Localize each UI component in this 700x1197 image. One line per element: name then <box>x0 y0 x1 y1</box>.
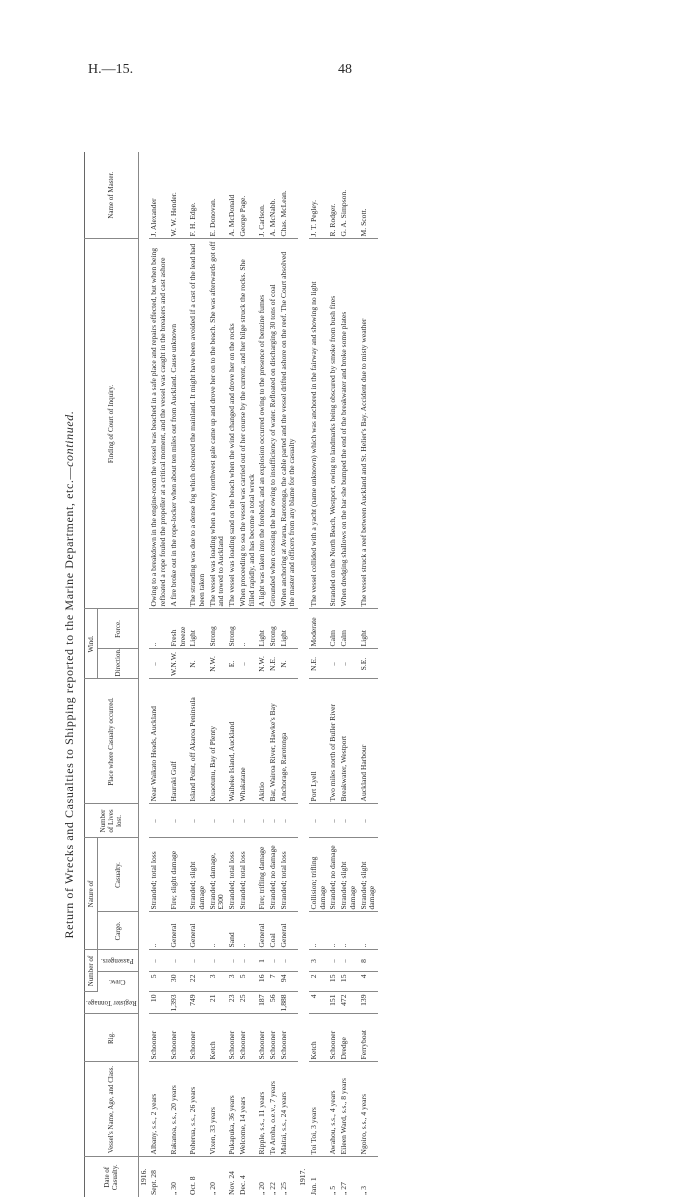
header-nature-of: Nature of <box>85 838 98 950</box>
cell-wind-force: Strong <box>268 609 279 649</box>
cell-crew: 22 <box>188 972 207 992</box>
cell-lives-lost: .. <box>279 804 298 838</box>
header-number-of: Number of <box>85 950 98 992</box>
header-place: Place where Casualty occurred. <box>85 679 139 804</box>
cell-cargo: .. <box>328 912 339 950</box>
header-direction: Direction. <box>97 649 138 679</box>
cell-place: Two miles north of Buller River <box>328 679 339 804</box>
cell-wind-force: Light <box>188 609 207 649</box>
cell-passengers: .. <box>279 950 298 972</box>
cell-wind-direction: N. <box>279 649 298 679</box>
cell-passengers: .. <box>169 950 188 972</box>
cell-finding: When anchoring at Avarua, Rarotonga, the cable parted and the vessel drifted ashore on the reef. The Court absolved the master and officers from any blame for the casualty <box>279 239 298 609</box>
cell-cargo: .. <box>149 912 168 950</box>
cell-finding: A light was taken into the forehold, and an explosion occurred owing to the presence of benzine fumes <box>257 239 268 609</box>
cell-rig: Schooner <box>169 1014 188 1062</box>
cell-date: „ 22 <box>268 1182 278 1195</box>
cell-wind-direction: N. <box>188 649 207 679</box>
cell-tonnage: 21 <box>208 992 227 1014</box>
cell-tonnage: 187 <box>257 992 268 1014</box>
cell-tonnage: 56 <box>268 992 279 1014</box>
table-row <box>359 152 378 1197</box>
cell-crew: 15 <box>339 972 358 992</box>
cell-finding: The stranding was due to a dense fog which obscured the mainland. It might have been avoided if a cast of the lead had been taken <box>188 239 207 609</box>
cell-place: Auckland Harbour <box>359 679 378 804</box>
cell-vessel: Eileen Ward, s.s., 8 years <box>339 1062 358 1157</box>
cell-lives-lost: .. <box>169 804 188 838</box>
cell-master: A. McDonald <box>227 152 238 239</box>
cell-lives-lost: .. <box>309 804 328 838</box>
cell-date: Nov. 24 <box>227 1171 237 1195</box>
rotated-table-page <box>62 152 637 1197</box>
cell-casualty: Stranded; slight damage <box>359 838 378 912</box>
cell-tonnage: 472 <box>339 992 358 1014</box>
cell-finding: Stranded on the North Beach, Westport, owing to landmarks being obscured by smoke from bush fires <box>328 239 339 609</box>
cell-wind-direction: W.N.W. <box>169 649 188 679</box>
year-row-1917 <box>298 152 309 1197</box>
cell-passengers: .. <box>208 950 227 972</box>
cell-place: Anchorage, Rarotonga <box>279 679 298 804</box>
cell-date: „ 20 <box>207 1182 217 1195</box>
cell-tonnage: 1,393 <box>169 992 188 1014</box>
cell-master: W. W. Hender. <box>169 152 188 239</box>
cell-crew: 3 <box>208 972 227 992</box>
cell-date: „ 25 <box>278 1182 288 1195</box>
table-row <box>268 152 279 1197</box>
cell-wind-direction: N.E. <box>309 649 328 679</box>
cell-wind-direction: .. <box>328 649 339 679</box>
cell-wind-force: Strong <box>208 609 227 649</box>
cell-rig: Schooner <box>149 1014 168 1062</box>
cell-passengers: .. <box>238 950 257 972</box>
table-row <box>339 152 358 1197</box>
cell-vessel: Albany, s.s., 2 years <box>149 1062 168 1157</box>
cell-rig: Ketch <box>309 1014 328 1062</box>
page-number: 48 <box>338 62 352 77</box>
cell-place: Akitio <box>257 679 268 804</box>
cell-vessel: Te Aroha, o.e.v., 7 years <box>268 1062 279 1157</box>
cell-crew: 3 <box>227 972 238 992</box>
cell-date: „ 5 <box>328 1185 338 1195</box>
cell-tonnage: 1,888 <box>279 992 298 1014</box>
cell-vessel: Vixen, 33 years <box>208 1062 227 1157</box>
cell-rig: Schooner <box>279 1014 298 1062</box>
cell-place: Port Lyell <box>309 679 328 804</box>
cell-lives-lost: .. <box>257 804 268 838</box>
cell-finding: The vessel was loading sand on the beach when the wind changed and drove her on the rocks <box>227 239 238 609</box>
cell-wind-force: Fresh breeze <box>169 609 188 649</box>
cell-cargo: .. <box>208 912 227 950</box>
table-row <box>188 152 207 1197</box>
cell-wind-direction: N.W. <box>208 649 227 679</box>
year-1916: 1916. <box>138 1168 148 1186</box>
cell-finding: When dredging shallows on the bar she bumped the end of the breakwater and broke some plates <box>339 239 358 609</box>
cell-rig: Ferryboat <box>359 1014 378 1062</box>
cell-casualty: Collision; trifling damage <box>309 838 328 912</box>
year-row-1916 <box>138 152 149 1197</box>
cell-master: R. Rodger. <box>328 152 339 239</box>
cell-passengers: .. <box>339 950 358 972</box>
wrecks-casualties-table <box>84 152 378 1197</box>
cell-date: „ 27 <box>339 1182 349 1195</box>
header-casualty: Casualty. <box>97 838 138 912</box>
cell-vessel: Welcome, 14 years <box>238 1062 257 1157</box>
cell-date: Sept. 28 <box>149 1170 159 1195</box>
cell-passengers: .. <box>328 950 339 972</box>
header-rig: Rig. <box>85 1014 139 1062</box>
cell-cargo: Coal <box>268 912 279 950</box>
header-cargo: Cargo. <box>97 912 138 950</box>
table-row <box>149 152 168 1197</box>
cell-rig: Schooner <box>188 1014 207 1062</box>
cell-casualty: Stranded; slight damage <box>188 838 207 912</box>
cell-rig: Ketch <box>208 1014 227 1062</box>
document-reference: H.—15. <box>88 62 134 77</box>
header-finding: Finding of Court of Inquiry. <box>85 239 139 609</box>
cell-cargo: .. <box>238 912 257 950</box>
cell-master: A. McNabb. <box>268 152 279 239</box>
cell-wind-force: .. <box>238 609 257 649</box>
cell-vessel: Ripple, s.s., 11 years <box>257 1062 268 1157</box>
cell-tonnage: 139 <box>359 992 378 1014</box>
cell-wind-force: Light <box>359 609 378 649</box>
cell-master: J. Alexander <box>149 152 168 239</box>
cell-lives-lost: .. <box>208 804 227 838</box>
cell-finding: A fire broke out in the rope-locker when about ten miles out from Auckland. Cause unknown <box>169 239 188 609</box>
cell-crew: 5 <box>238 972 257 992</box>
cell-place: Near Waikato Heads, Auckland <box>149 679 168 804</box>
cell-passengers: .. <box>227 950 238 972</box>
table-title <box>62 152 77 1197</box>
cell-tonnage: 151 <box>328 992 339 1014</box>
cell-wind-direction: .. <box>149 649 168 679</box>
cell-tonnage: 4 <box>309 992 328 1014</box>
cell-wind-direction: N.E. <box>268 649 279 679</box>
cell-crew: 16 <box>257 972 268 992</box>
cell-lives-lost: .. <box>227 804 238 838</box>
cell-vessel: Ngoiro, s.s., 4 years <box>359 1062 378 1157</box>
year-1917: 1917. <box>298 1168 308 1186</box>
cell-cargo: .. <box>309 912 328 950</box>
cell-cargo: .. <box>339 912 358 950</box>
table-title-text: Return of Wrecks and Casualties to Shipping reported to the Marine Department, etc.— <box>62 466 76 939</box>
cell-lives-lost: .. <box>359 804 378 838</box>
cell-passengers: 3 <box>309 950 328 972</box>
cell-rig: Schooner <box>328 1014 339 1062</box>
cell-crew: 30 <box>169 972 188 992</box>
cell-cargo: Sand <box>227 912 238 950</box>
cell-passengers: .. <box>188 950 207 972</box>
cell-tonnage: 25 <box>238 992 257 1014</box>
cell-finding: The vessel was loading when a heavy northwest gale came up and drove her on to the beach. She was afterwards got off and towed to Auckland <box>208 239 227 609</box>
cell-casualty: Stranded; total loss <box>227 838 238 912</box>
cell-casualty: Stranded; slight damage <box>339 838 358 912</box>
cell-vessel: Awahou, s.s., 4 years <box>328 1062 339 1157</box>
cell-finding: When proceeding to sea the vessel was carried out of her course by the current, and her bilge struck the rocks. She filled rapidly, and has become a total wreck <box>238 239 257 609</box>
cell-finding: The vessel struck a reef between Auckland and St. Helier's Bay. Accident due to misty weather <box>359 239 378 609</box>
cell-lives-lost: .. <box>188 804 207 838</box>
cell-rig: Schooner <box>257 1014 268 1062</box>
table-row <box>238 152 257 1197</box>
cell-crew: 4 <box>359 972 378 992</box>
cell-casualty: Fire; trifling damage <box>257 838 268 912</box>
cell-cargo: General <box>257 912 268 950</box>
header-date: Date of Casualty. <box>85 1157 139 1197</box>
table-row <box>328 152 339 1197</box>
cell-passengers: 8 <box>359 950 378 972</box>
header-master: Name of Master. <box>85 152 139 239</box>
header-vessel: Vessel's Name, Age, and Class. <box>85 1062 139 1157</box>
cell-casualty: Stranded; damage, £300 <box>208 838 227 912</box>
header-lives-lost: Number of Lives lost. <box>85 804 139 838</box>
cell-cargo: .. <box>359 912 378 950</box>
header-crew: Crew. <box>97 972 138 992</box>
cell-wind-direction: .. <box>339 649 358 679</box>
cell-date: Oct. 8 <box>188 1176 198 1195</box>
cell-date: „ 3 <box>358 1185 368 1195</box>
cell-wind-direction: S.E. <box>359 649 378 679</box>
cell-casualty: Stranded; no damage <box>268 838 279 912</box>
cell-passengers: 1 <box>257 950 268 972</box>
cell-finding: Owing to a breakdown in the engine-room the vessel was beached in a safe place and repairs effected, but when being refloated a rope fouled the propeller at a critical moment, and the vessel was caught in the breakers and cast ashore <box>149 239 168 609</box>
cell-vessel: Rakanoa, s.s., 20 years <box>169 1062 188 1157</box>
header-passengers: Passengers. <box>97 950 138 972</box>
table-title-continued: continued. <box>62 410 76 467</box>
cell-master: M. Scott. <box>359 152 378 239</box>
cell-date: Dec. 4 <box>237 1175 247 1195</box>
cell-crew: 5 <box>149 972 168 992</box>
cell-place: Hauraki Gulf <box>169 679 188 804</box>
cell-wind-force: .. <box>149 609 168 649</box>
cell-casualty: Stranded; no damage <box>328 838 339 912</box>
cell-cargo: General <box>169 912 188 950</box>
cell-place: Island Point, off Akaroa Peninsula <box>188 679 207 804</box>
table-row <box>279 152 298 1197</box>
cell-wind-direction: .. <box>238 649 257 679</box>
cell-master: G. A. Simpson. <box>339 152 358 239</box>
cell-date: Jan. 1 <box>308 1177 318 1195</box>
cell-crew: 94 <box>279 972 298 992</box>
cell-passengers: .. <box>149 950 168 972</box>
cell-rig: Schooner <box>268 1014 279 1062</box>
cell-cargo: General <box>188 912 207 950</box>
cell-master: E. Donovan. <box>208 152 227 239</box>
cell-place: Whakatane <box>238 679 257 804</box>
cell-lives-lost: .. <box>339 804 358 838</box>
cell-tonnage: 749 <box>188 992 207 1014</box>
table-row <box>169 152 188 1197</box>
cell-casualty: Fire; slight damage <box>169 838 188 912</box>
cell-crew: 7 <box>268 972 279 992</box>
cell-rig: Dredge <box>339 1014 358 1062</box>
cell-date: „ 20 <box>257 1182 267 1195</box>
cell-date: „ 30 <box>168 1182 178 1195</box>
cell-wind-direction: E. <box>227 649 238 679</box>
cell-rig: Schooner <box>238 1014 257 1062</box>
header-force: Force. <box>97 609 138 649</box>
cell-master: J. T. Pegley. <box>309 152 328 239</box>
cell-vessel: Pukapuka, 36 years <box>227 1062 238 1157</box>
cell-wind-direction: N.W. <box>257 649 268 679</box>
cell-lives-lost: .. <box>149 804 168 838</box>
cell-finding: The vessel collided with a yacht (name unknown) which was anchored in the fairway and showing no light <box>309 239 328 609</box>
cell-place: Bar, Wairoa River, Hawke's Bay <box>268 679 279 804</box>
cell-wind-force: Light <box>279 609 298 649</box>
cell-passengers: .. <box>268 950 279 972</box>
cell-lives-lost: .. <box>238 804 257 838</box>
table-row <box>257 152 268 1197</box>
cell-lives-lost: .. <box>268 804 279 838</box>
cell-wind-force: Light <box>257 609 268 649</box>
cell-crew: 2 <box>309 972 328 992</box>
cell-master: F. H. Edge. <box>188 152 207 239</box>
cell-tonnage: 23 <box>227 992 238 1014</box>
cell-casualty: Stranded; total loss <box>149 838 168 912</box>
cell-master: J. Carlson. <box>257 152 268 239</box>
cell-vessel: Toi Toi, 3 years <box>309 1062 328 1157</box>
cell-master: George Page. <box>238 152 257 239</box>
cell-casualty: Stranded; total loss <box>279 838 298 912</box>
cell-place: Breakwater, Westport <box>339 679 358 804</box>
cell-place: Waiheke Island, Auckland <box>227 679 238 804</box>
cell-rig: Schooner <box>227 1014 238 1062</box>
cell-wind-force: Calm <box>339 609 358 649</box>
header-tonnage: Register Tonnage. <box>85 992 139 1014</box>
cell-cargo: General <box>279 912 298 950</box>
cell-lives-lost: .. <box>328 804 339 838</box>
cell-finding: Grounded when crossing the bar owing to insufficiency of water. Refloated on discharging 30 tons of coal <box>268 239 279 609</box>
cell-wind-force: Moderate <box>309 609 328 649</box>
cell-wind-force: Calm <box>328 609 339 649</box>
cell-crew: 15 <box>328 972 339 992</box>
cell-place: Kuaotunu, Bay of Plenty <box>208 679 227 804</box>
cell-tonnage: 10 <box>149 992 168 1014</box>
cell-wind-force: Strong <box>227 609 238 649</box>
table-row <box>309 152 328 1197</box>
cell-master: Chas. McLean. <box>279 152 298 239</box>
header-wind: Wind. <box>85 609 98 679</box>
cell-vessel: Poherua, s.s., 26 years <box>188 1062 207 1157</box>
table-row <box>227 152 238 1197</box>
table-row <box>208 152 227 1197</box>
cell-casualty: Stranded; total loss <box>238 838 257 912</box>
cell-vessel: Maitai, s.s., 24 years <box>279 1062 298 1157</box>
